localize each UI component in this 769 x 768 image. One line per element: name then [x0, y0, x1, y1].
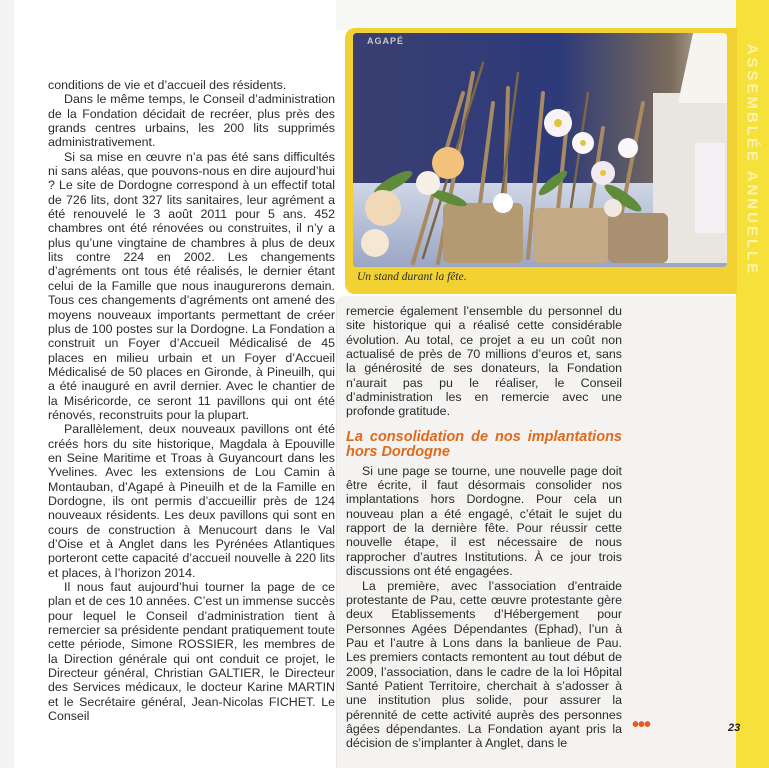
paragraph: conditions de vie et d’accueil des résidents. [48, 78, 287, 92]
section-heading: La consolidation de nos implantations hors Dordogne [346, 428, 622, 461]
stand-photo [353, 33, 727, 267]
paragraph: La première, avec l’association d’entraide protestante de Pau, cette œuvre protestante gère deux Etablissements d’Hébergement pour Personnes Agées Dépendantes (Ephad), l’un à Pau et l’autre à Lons dans la banlieue de Pau. Les premiers contacts remontent au tout début de 2009, l’association, dans le cadre de la loi Hôpital Santé Patient Territoire, cherchait à s’adosser à une institution plus solide, pour assurer la pérennité de cette activité auprès des personnes âgées dépendantes. La Fondation ayant pris la décision de s’implanter à Anglet, dans le [346, 578, 622, 751]
page-edge [0, 0, 14, 768]
photo-watermark: AGAPÉ [367, 36, 405, 46]
continuation-dots: ••• [632, 714, 651, 736]
side-section-title: ASSEMBLÉE ANNUELLE [743, 43, 761, 277]
photo-box [345, 28, 737, 294]
paragraph: Si une page se tourne, une nouvelle page doit être écrite, il faut désormais consolider nos implantations hors Dordogne. Pour cela un nouveau plan a été engagé, c’était le sujet du rapport de la dernière fête. Pour réussir cette nouvelle étape, il est nécessaire de nous rapprocher d’autres Institutions. À ce jour trois discussions ont été engagées. [346, 463, 622, 579]
paragraph: Si sa mise en œuvre n’a pas été sans difficultés ni sans aléas, que pouvons-nous en dire aujourd’hui ? Le site de Dordogne correspond à un effectif total de 726 lits, dont 327 lits sanitaires, leur agrément a été renouvelé le 3 août 2011 pour 5 ans. 452 chambres ont été rénovées ou construites, il n’y a plus qu’une vingtaine de chambres à plus de deux lits contre 224 en 2002. Les changements d’agréments ont tous été réalisés, le dernier étant celui de la Famille que nous inaugurerons demain. Tous ces changements d’agréments ont amené des moyens nouveaux importants permettant de créer plus de 100 postes sur la Dordogne. La Fondation a construit un Foyer d’Accueil Médicalisé de 45 places en milieu urbain et un Foyer d’Accueil Médicalisé de 50 places en Gironde, à Pineuilh, qui a été inauguré en avril dernier. Avec le chantier de la Miséricorde, ce seront 11 pavillons qui ont été rénovés, reconstruits pour la plupart. [48, 149, 335, 422]
paragraph: Parallèlement, deux nouveaux pavillons ont été créés hors du site historique, Magdala à Epouville en Seine Maritime et Troas à Guyancourt dans les Yvelines. Avec les extensions de Lou Camin à Montauban, d’Agapé à Pineuilh et de la Famille en Dordogne, ils ont permis d’accueillir près de 124 nouveaux résidents. Les deux pavillons qui sont en cours de construction à Menucourt dans le Val d’Oise et à Anglet dans les Pyrénées Atlantiques porteront cette capacité d’accueil nouvelle à 220 lits et places, à l’horizon 2014. [48, 422, 335, 580]
paragraph: remercie également l’ensemble du personnel du site historique qui a réalisé cette considérable évolution. Au total, ce projet a eu un coût non actualisé de près de 70 millions d’euros et, sans la générosité de ses donateurs, la Fondation n’aurait pas pu le réaliser, le Conseil d’administration les en remercie avec une profonde gratitude. [346, 304, 622, 419]
photo-caption: Un stand durant la fête. [357, 271, 467, 283]
top-band [336, 0, 736, 30]
right-text-column [346, 304, 622, 751]
left-text-column [48, 78, 335, 723]
paragraph: Dans le même temps, le Conseil d’administration de la Fondation décidait de recréer, plus près des grands centres urbains, les 200 lits supprimés administrativement. [48, 92, 335, 150]
paragraph: Il nous faut aujourd’hui tourner la page de ce plan et de ces 10 années. C’est un immense succès pour lequel le Conseil d’administration tient à remercier sa présidente pendant pratiquement toute cette période, Simone ROSSIER, les membres de la Direction générale qui ont conduit ce projet, le Directeur général, Christian GALTIER, le Directeur des Services médicaux, le docteur Karine MARTIN et le Secrétaire général, Jean-Nicolas FICHET. Le Conseil [48, 580, 335, 724]
page-number: 23 [728, 722, 741, 734]
